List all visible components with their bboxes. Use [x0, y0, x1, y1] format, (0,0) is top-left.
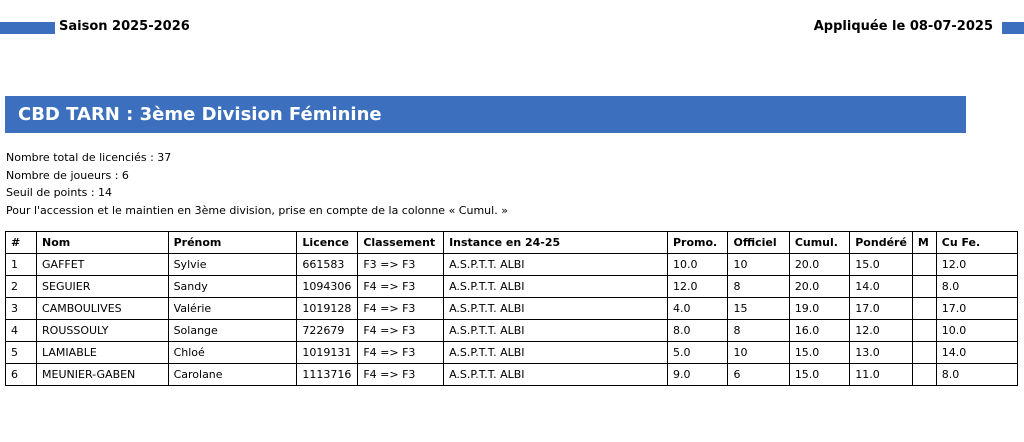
col-cu-fe-cell: 8.0: [936, 364, 1017, 386]
col-rank-cell: 1: [6, 254, 37, 276]
col-cu-fe-cell: 8.0: [936, 276, 1017, 298]
header-accent-bar-left: [0, 22, 55, 34]
col-rank-cell: 2: [6, 276, 37, 298]
col-licence-cell: 1019131: [297, 342, 358, 364]
col-licence-cell: 722679: [297, 320, 358, 342]
col-m-cell: [912, 254, 936, 276]
division-title: CBD TARN : 3ème Division Féminine: [18, 104, 382, 125]
col-nom-cell: CAMBOULIVES: [37, 298, 169, 320]
col-pondere-cell: 17.0: [850, 298, 913, 320]
col-promo-cell: 9.0: [667, 364, 728, 386]
accession-note-text: Pour l'accession et le maintien en 3ème division, prise en compte de la colonne « Cumul. »: [6, 203, 508, 217]
col-prenom-cell: Carolane: [168, 364, 297, 386]
col-classement-cell: F3 => F3: [358, 254, 444, 276]
col-nom-cell: GAFFET: [37, 254, 169, 276]
col-pondere-cell: 11.0: [850, 364, 913, 386]
col-classement-cell: F4 => F3: [358, 320, 444, 342]
col-classement-cell: F4 => F3: [358, 364, 444, 386]
col-licence-cell: 1113716: [297, 364, 358, 386]
col-cu-fe-cell: 12.0: [936, 254, 1017, 276]
col-cumul-cell: 19.0: [789, 298, 849, 320]
col-instance-cell: A.S.P.T.T. ALBI: [444, 276, 668, 298]
col-instance-header: Instance en 24-25: [444, 232, 668, 254]
info-block: [6, 149, 508, 219]
col-cumul-header: Cumul.: [789, 232, 849, 254]
col-m-cell: [912, 276, 936, 298]
col-pondere-cell: 15.0: [850, 254, 913, 276]
col-instance-cell: A.S.P.T.T. ALBI: [444, 298, 668, 320]
col-cu-fe-cell: 17.0: [936, 298, 1017, 320]
total-licensees-text: Nombre total de licenciés : 37: [6, 151, 172, 164]
applied-date-label: Appliquée le 08-07-2025: [813, 19, 993, 34]
col-prenom-cell: Chloé: [168, 342, 297, 364]
table-row: [6, 342, 1018, 364]
col-prenom-header: Prénom: [168, 232, 297, 254]
col-officiel-cell: 8: [728, 320, 789, 342]
col-nom-cell: LAMIABLE: [37, 342, 169, 364]
col-instance-cell: A.S.P.T.T. ALBI: [444, 320, 668, 342]
table-row: [6, 298, 1018, 320]
col-cu-fe-header: Cu Fe.: [936, 232, 1017, 254]
table-row: [6, 364, 1018, 386]
table-row: [6, 320, 1018, 342]
col-rank-cell: 5: [6, 342, 37, 364]
col-cumul-cell: 15.0: [789, 342, 849, 364]
col-classement-cell: F4 => F3: [358, 276, 444, 298]
col-cu-fe-cell: 14.0: [936, 342, 1017, 364]
col-m-cell: [912, 342, 936, 364]
col-rank-cell: 4: [6, 320, 37, 342]
header-accent-bar-right: [1002, 22, 1024, 34]
col-pondere-cell: 12.0: [850, 320, 913, 342]
col-officiel-cell: 6: [728, 364, 789, 386]
col-cumul-cell: 20.0: [789, 254, 849, 276]
col-licence-cell: 1094306: [297, 276, 358, 298]
col-officiel-cell: 10: [728, 342, 789, 364]
col-pondere-header: Pondéré: [850, 232, 913, 254]
col-cumul-cell: 16.0: [789, 320, 849, 342]
table-row: [6, 254, 1018, 276]
table-row: [6, 276, 1018, 298]
col-licence-cell: 661583: [297, 254, 358, 276]
col-instance-cell: A.S.P.T.T. ALBI: [444, 342, 668, 364]
season-label: Saison 2025-2026: [59, 19, 190, 34]
col-pondere-cell: 13.0: [850, 342, 913, 364]
col-promo-header: Promo.: [667, 232, 728, 254]
col-prenom-cell: Sandy: [168, 276, 297, 298]
col-licence-cell: 1019128: [297, 298, 358, 320]
col-classement-cell: F4 => F3: [358, 342, 444, 364]
col-promo-cell: 5.0: [667, 342, 728, 364]
col-m-header: M: [912, 232, 936, 254]
col-promo-cell: 4.0: [667, 298, 728, 320]
col-promo-cell: 10.0: [667, 254, 728, 276]
division-banner: [5, 96, 966, 133]
col-instance-cell: A.S.P.T.T. ALBI: [444, 364, 668, 386]
table-body: [6, 254, 1018, 386]
col-prenom-cell: Valérie: [168, 298, 297, 320]
col-officiel-header: Officiel: [728, 232, 789, 254]
col-cumul-cell: 20.0: [789, 276, 849, 298]
col-nom-cell: ROUSSOULY: [37, 320, 169, 342]
page-header: [0, 0, 1024, 50]
col-prenom-cell: Solange: [168, 320, 297, 342]
col-rank-cell: 6: [6, 364, 37, 386]
col-cu-fe-cell: 10.0: [936, 320, 1017, 342]
col-nom-header: Nom: [37, 232, 169, 254]
col-officiel-cell: 10: [728, 254, 789, 276]
col-m-cell: [912, 298, 936, 320]
col-m-cell: [912, 320, 936, 342]
col-cumul-cell: 15.0: [789, 364, 849, 386]
col-m-cell: [912, 364, 936, 386]
col-classement-header: Classement: [358, 232, 444, 254]
col-prenom-cell: Sylvie: [168, 254, 297, 276]
col-classement-cell: F4 => F3: [358, 298, 444, 320]
col-nom-cell: MEUNIER-GABEN: [37, 364, 169, 386]
col-promo-cell: 12.0: [667, 276, 728, 298]
points-threshold-text: Seuil de points : 14: [6, 186, 113, 199]
ranking-table: [5, 231, 1018, 386]
col-officiel-cell: 8: [728, 276, 789, 298]
col-officiel-cell: 15: [728, 298, 789, 320]
col-instance-cell: A.S.P.T.T. ALBI: [444, 254, 668, 276]
col-pondere-cell: 14.0: [850, 276, 913, 298]
table-header-row: [6, 232, 1018, 254]
col-nom-cell: SEGUIER: [37, 276, 169, 298]
col-rank-cell: 3: [6, 298, 37, 320]
col-rank-header: #: [6, 232, 37, 254]
col-promo-cell: 8.0: [667, 320, 728, 342]
col-licence-header: Licence: [297, 232, 358, 254]
player-count-text: Nombre de joueurs : 6: [6, 168, 129, 182]
